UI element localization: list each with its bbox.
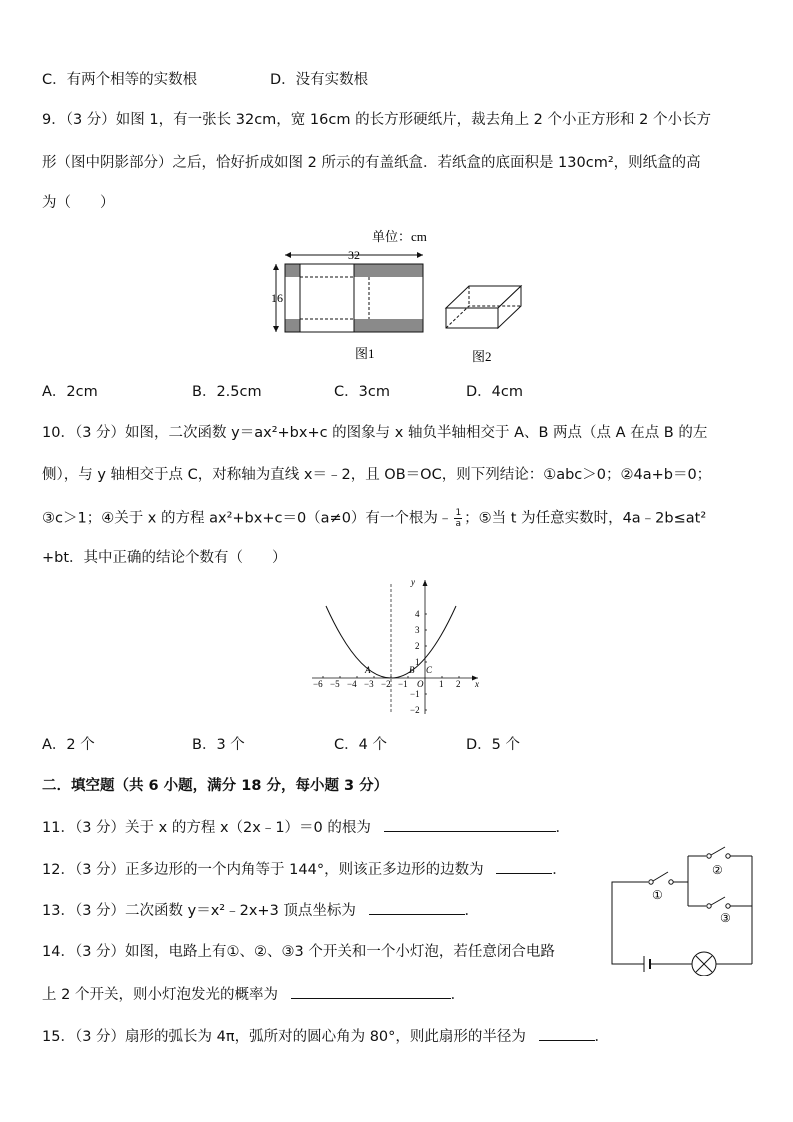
q14-circuit-diagram bbox=[608, 846, 758, 976]
q8-option-c: C．有两个相等的实数根 bbox=[42, 72, 198, 88]
q10-origin-label: O bbox=[417, 679, 424, 689]
q10-y-tick: −1 bbox=[410, 689, 420, 699]
q9-stem-line1: 9．（3 分）如图 1，有一张长 32cm，宽 16cm 的长方形硬纸片，裁去角上 2 个小正方形和 2 个小长方 bbox=[42, 112, 711, 128]
q10-x-tick: −6 bbox=[313, 679, 323, 689]
q10-x-tick: −1 bbox=[398, 679, 408, 689]
q10-point-a: A bbox=[365, 665, 371, 675]
q10-fraction bbox=[454, 508, 462, 529]
q10-option-a: A．2 个 bbox=[42, 737, 95, 753]
q9-fig1-caption: 图1 bbox=[355, 346, 375, 361]
q14-end: ． bbox=[450, 987, 466, 1003]
q10-option-c: C．4 个 bbox=[334, 737, 387, 753]
q14-line2 bbox=[42, 984, 465, 1005]
q10-y-tick: 4 bbox=[415, 609, 420, 619]
q10-stem-line1: 10．（3 分）如图，二次函数 y＝ax²+bx+c 的图象与 x 轴负半轴相交于 A、B 两点（点 A 在点 B 的左 bbox=[42, 425, 708, 441]
q14-text: 上 2 个开关，则小灯泡发光的概率为 bbox=[42, 987, 278, 1003]
q9-fig-unit: 单位：cm bbox=[372, 229, 427, 244]
q9-option-b: B．2.5cm bbox=[192, 384, 262, 400]
q10-stem-line2: 侧），与 y 轴相交于点 C，对称轴为直线 x＝﹣2，且 OB＝OC，则下列结论：①abc＞0；②4a+b＝0； bbox=[42, 467, 712, 483]
q11-text: 11．（3 分）关于 x 的方程 x（2x﹣1）＝0 的根为 bbox=[42, 820, 371, 836]
q14-line1: 14．（3 分）如图，电路上有①、②、③3 个开关和一个小灯泡，若任意闭合电路 bbox=[42, 944, 555, 960]
q15-answer-blank[interactable] bbox=[539, 1026, 595, 1041]
q14-switch2-label: ② bbox=[712, 863, 723, 877]
q15 bbox=[42, 1026, 609, 1047]
q10-x-tick: −2 bbox=[381, 679, 391, 689]
q9-option-a: A．2cm bbox=[42, 384, 98, 400]
q13 bbox=[42, 900, 479, 921]
q10-x-tick: 1 bbox=[439, 679, 444, 689]
q13-text: 13．（3 分）二次函数 y＝x²﹣2x+3 顶点坐标为 bbox=[42, 903, 356, 919]
q9-stem-line3: 为（ ） bbox=[42, 195, 115, 211]
q9-option-c: C．3cm bbox=[334, 384, 390, 400]
q10-option-b: B．3 个 bbox=[192, 737, 245, 753]
q10-y-tick: −2 bbox=[410, 705, 420, 715]
q9-option-d: D．4cm bbox=[466, 384, 523, 400]
q9-fig-width: 16 bbox=[271, 291, 283, 305]
q10-point-b: B bbox=[409, 665, 415, 675]
q10-x-tick: −5 bbox=[330, 679, 340, 689]
q10-x-tick: −4 bbox=[347, 679, 357, 689]
q9-fig-length: 32 bbox=[348, 248, 360, 262]
q9-figure bbox=[262, 224, 542, 370]
q12-end: ． bbox=[552, 862, 567, 878]
q10-y-label: y bbox=[411, 577, 415, 587]
q14-switch1-label: ① bbox=[652, 888, 663, 902]
q10-x-tick: 2 bbox=[456, 679, 461, 689]
q11-answer-blank[interactable] bbox=[384, 817, 556, 832]
q12 bbox=[42, 859, 567, 880]
q14-switch3-label: ③ bbox=[720, 911, 731, 925]
q12-text: 12．（3 分）正多边形的一个内角等于 144°，则该正多边形的边数为 bbox=[42, 862, 484, 878]
q9-box-figure bbox=[446, 286, 521, 328]
q14-answer-blank[interactable] bbox=[291, 984, 451, 999]
section2-title: 二．填空题（共 6 小题，满分 18 分，每小题 3 分） bbox=[42, 778, 389, 794]
q10-stem-line3 bbox=[42, 508, 706, 529]
q10-point-c: C bbox=[426, 665, 433, 675]
q10-option-d: D．5 个 bbox=[466, 737, 520, 753]
q13-end: ． bbox=[464, 903, 480, 919]
q10-y-tick: 2 bbox=[415, 641, 420, 651]
q10-parabola-graph bbox=[308, 576, 488, 718]
q10-frac-den: a bbox=[455, 519, 462, 529]
q15-end: ． bbox=[594, 1029, 610, 1045]
q10-x-tick: −3 bbox=[364, 679, 374, 689]
q13-answer-blank[interactable] bbox=[369, 900, 465, 915]
q10-stem-line4: +bt．其中正确的结论个数有（ ） bbox=[42, 550, 287, 566]
q8-option-d: D．没有实数根 bbox=[270, 72, 369, 88]
q10-y-tick: 3 bbox=[415, 625, 420, 635]
q10-frac-num: 1 bbox=[455, 508, 462, 518]
q10-x-label: x bbox=[475, 679, 479, 689]
q15-text: 15．（3 分）扇形的弧长为 4π，弧所对的圆心角为 80°，则此扇形的半径为 bbox=[42, 1029, 526, 1045]
q9-stem-line2: 形（图中阴影部分）之后，恰好折成如图 2 所示的有盖纸盒．若纸盒的底面积是 130cm²，则纸盒的高 bbox=[42, 155, 701, 171]
q11 bbox=[42, 817, 570, 838]
q10-y-tick: 1 bbox=[415, 657, 420, 667]
q10-line3-part1: ③c＞1；④关于 x 的方程 ax²+bx+c＝0（a≠0）有一个根为﹣ bbox=[42, 510, 453, 527]
q10-line3-part2: ；⑤当 t 为任意实数时，4a﹣2b≤at² bbox=[464, 510, 707, 527]
q12-answer-blank[interactable] bbox=[496, 859, 552, 874]
q9-fig2-caption: 图2 bbox=[472, 349, 492, 364]
q11-end: ． bbox=[555, 820, 570, 836]
